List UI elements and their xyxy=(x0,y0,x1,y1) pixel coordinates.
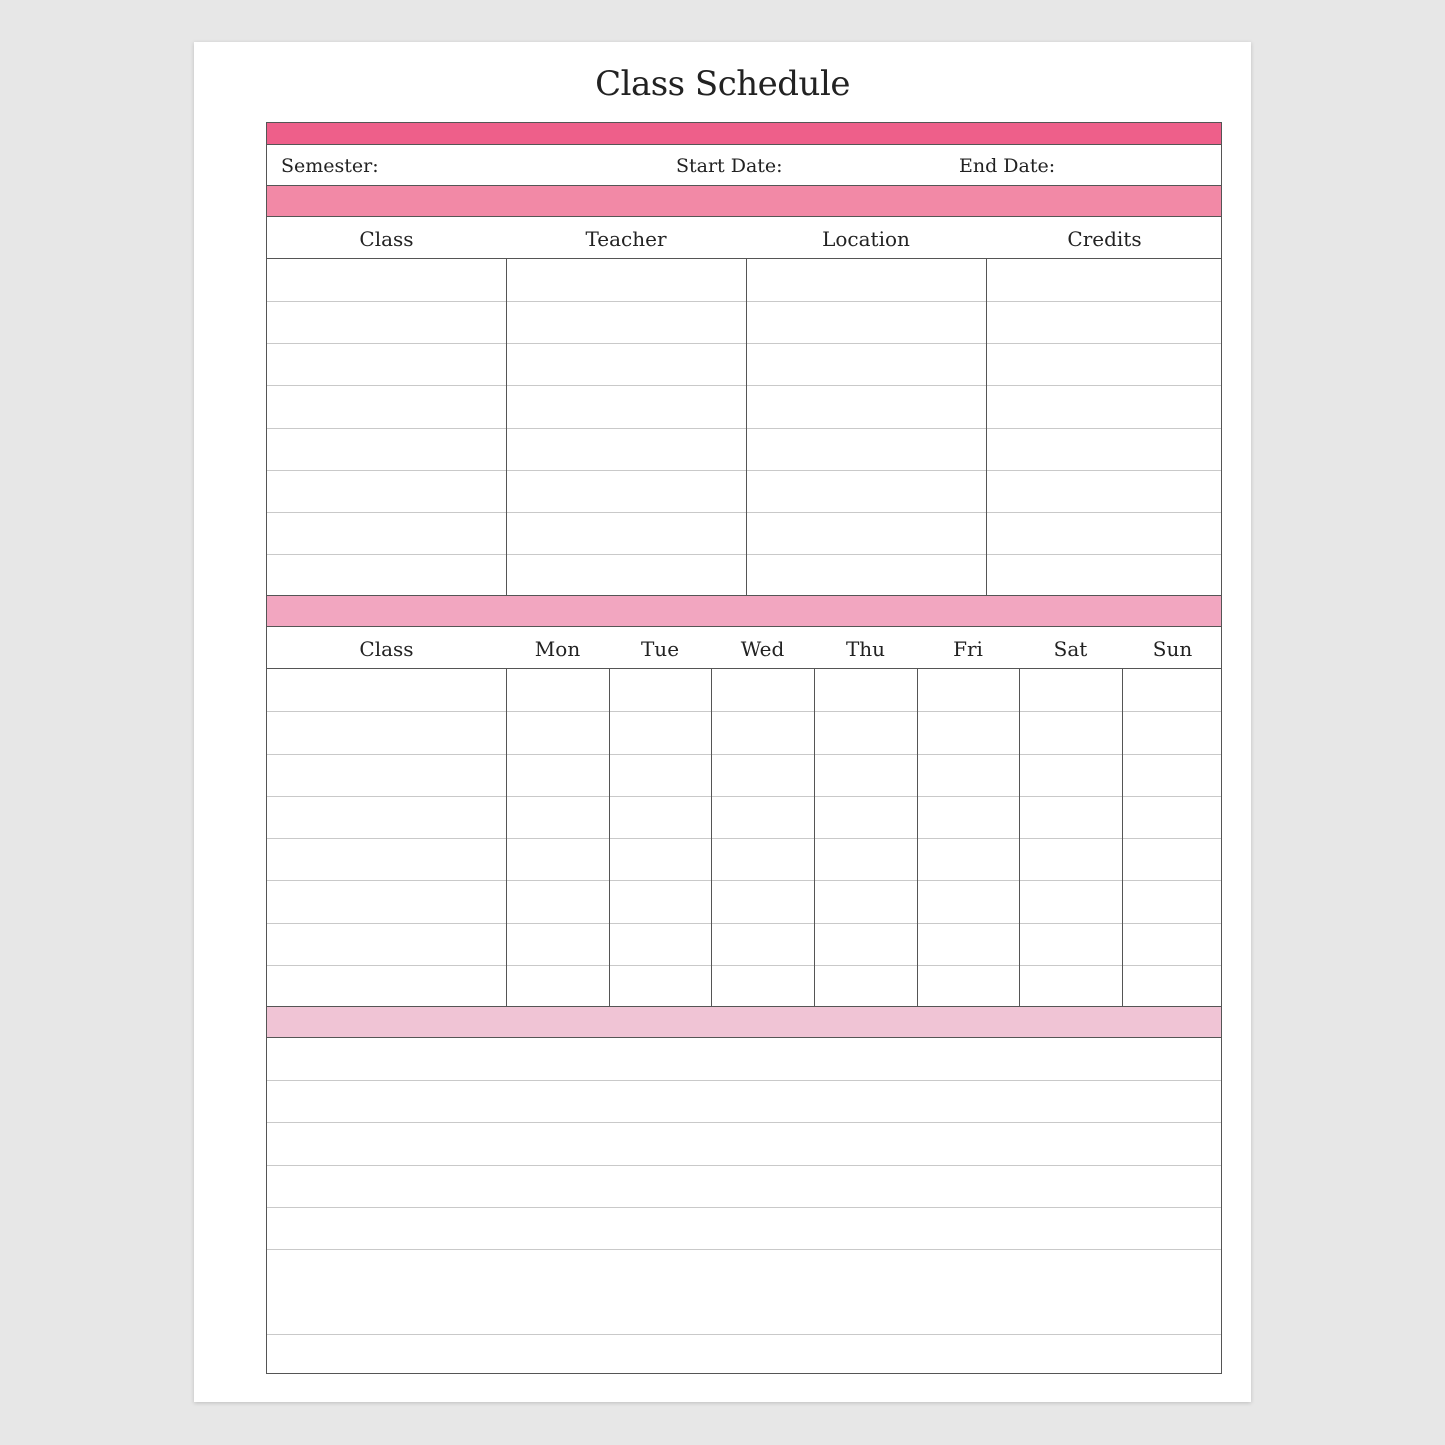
weekly-table-cell[interactable] xyxy=(1122,669,1223,711)
weekly-table-cell[interactable] xyxy=(917,796,1019,838)
weekly-table-cell[interactable] xyxy=(506,669,609,711)
divider xyxy=(267,144,1221,145)
semester-label: Semester: xyxy=(281,155,379,177)
class-table-cell[interactable] xyxy=(506,554,746,596)
class-table-cell[interactable] xyxy=(267,470,506,512)
class-table-cell[interactable] xyxy=(746,470,986,512)
class-table-cell[interactable] xyxy=(746,385,986,427)
class-table-cell[interactable] xyxy=(746,343,986,385)
weekly-table-cell[interactable] xyxy=(267,711,506,753)
semester-field[interactable] xyxy=(387,149,667,183)
class-table-cell[interactable] xyxy=(986,470,1223,512)
weekly-table-cell[interactable] xyxy=(711,754,814,796)
weekly-table-cell[interactable] xyxy=(267,669,506,711)
class-table-cell[interactable] xyxy=(986,385,1223,427)
weekly-table-cell[interactable] xyxy=(711,796,814,838)
weekly-table-cell[interactable] xyxy=(711,965,814,1007)
header-thu: Thu xyxy=(845,637,886,661)
header-class: Class xyxy=(359,227,414,251)
weekly-table-cell[interactable] xyxy=(917,838,1019,880)
weekly-table-cell[interactable] xyxy=(609,923,711,965)
weekly-table-cell[interactable] xyxy=(609,711,711,753)
weekly-table-cell[interactable] xyxy=(609,754,711,796)
class-table-cell[interactable] xyxy=(267,343,506,385)
weekly-table-cell[interactable] xyxy=(1019,711,1122,753)
class-table-cell[interactable] xyxy=(506,301,746,343)
weekly-table-cell[interactable] xyxy=(506,923,609,965)
header-sun: Sun xyxy=(1152,637,1193,661)
weekly-table-cell[interactable] xyxy=(609,965,711,1007)
class-table-cell[interactable] xyxy=(986,512,1223,554)
weekly-table-cell[interactable] xyxy=(609,796,711,838)
weekly-table-cell[interactable] xyxy=(814,965,917,1007)
class-table-cell[interactable] xyxy=(746,428,986,470)
class-table-cell[interactable] xyxy=(506,428,746,470)
weekly-table-cell[interactable] xyxy=(506,838,609,880)
class-table-cell[interactable] xyxy=(506,512,746,554)
weekly-table-cell[interactable] xyxy=(711,711,814,753)
start-date-field[interactable] xyxy=(787,149,957,183)
divider xyxy=(267,626,1221,627)
weekly-table-cell[interactable] xyxy=(1122,711,1223,753)
header-fri: Fri xyxy=(953,637,983,661)
header-weekly-class: Class xyxy=(359,637,414,661)
planner-sheet xyxy=(194,42,1251,1402)
weekly-table-cell[interactable] xyxy=(506,796,609,838)
weekly-table-cell[interactable] xyxy=(917,880,1019,922)
note-line-field[interactable] xyxy=(267,1165,1223,1207)
note-line-field[interactable] xyxy=(267,1334,1223,1374)
weekly-table-cell[interactable] xyxy=(609,669,711,711)
weekly-section-band xyxy=(267,596,1221,626)
class-table-cell[interactable] xyxy=(986,301,1223,343)
top-accent-band xyxy=(267,123,1221,145)
weekly-table-cell[interactable] xyxy=(267,923,506,965)
weekly-table-cell[interactable] xyxy=(267,838,506,880)
class-table-cell[interactable] xyxy=(267,428,506,470)
notes-section-band xyxy=(267,1007,1221,1037)
end-date-label: End Date: xyxy=(959,155,1056,177)
header-teacher: Teacher xyxy=(585,227,667,251)
weekly-table-cell[interactable] xyxy=(711,923,814,965)
weekly-table-cell[interactable] xyxy=(814,880,917,922)
weekly-table-cell[interactable] xyxy=(917,754,1019,796)
weekly-table-cell[interactable] xyxy=(917,965,1019,1007)
class-table-cell[interactable] xyxy=(267,259,506,301)
weekly-table-cell[interactable] xyxy=(267,796,506,838)
weekly-table-cell[interactable] xyxy=(814,838,917,880)
weekly-table-cell[interactable] xyxy=(711,880,814,922)
weekly-table-cell[interactable] xyxy=(1122,838,1223,880)
page-title: Class Schedule xyxy=(595,64,850,104)
weekly-table-cell[interactable] xyxy=(1019,796,1122,838)
class-table-cell[interactable] xyxy=(506,343,746,385)
weekly-table-cell[interactable] xyxy=(711,838,814,880)
class-table-cell[interactable] xyxy=(506,385,746,427)
header-credits: Credits xyxy=(1067,227,1142,251)
weekly-table-cell[interactable] xyxy=(814,754,917,796)
weekly-table-cell[interactable] xyxy=(1019,754,1122,796)
weekly-table-cell[interactable] xyxy=(1122,796,1223,838)
weekly-table-cell[interactable] xyxy=(814,923,917,965)
header-location: Location xyxy=(822,227,910,251)
class-table-cell[interactable] xyxy=(267,301,506,343)
schedule-frame xyxy=(266,122,1222,1374)
class-table-cell[interactable] xyxy=(746,554,986,596)
class-table-cell[interactable] xyxy=(267,554,506,596)
weekly-table-cell[interactable] xyxy=(917,711,1019,753)
weekly-table-cell[interactable] xyxy=(814,711,917,753)
class-table-cell[interactable] xyxy=(267,512,506,554)
class-table-cell[interactable] xyxy=(746,301,986,343)
header-sat: Sat xyxy=(1053,637,1088,661)
start-date-label: Start Date: xyxy=(676,155,783,177)
weekly-table-cell[interactable] xyxy=(506,711,609,753)
header-mon: Mon xyxy=(534,637,581,661)
class-table-cell[interactable] xyxy=(267,385,506,427)
class-table-cell[interactable] xyxy=(746,259,986,301)
weekly-table-cell[interactable] xyxy=(917,669,1019,711)
weekly-table-cell[interactable] xyxy=(1122,754,1223,796)
note-line-field[interactable] xyxy=(267,1038,1223,1080)
weekly-table-cell[interactable] xyxy=(267,754,506,796)
weekly-table-cell[interactable] xyxy=(506,754,609,796)
note-line-field[interactable] xyxy=(267,1249,1223,1334)
class-table-cell[interactable] xyxy=(746,512,986,554)
class-table-cell[interactable] xyxy=(986,259,1223,301)
header-tue: Tue xyxy=(640,637,680,661)
weekly-table-cell[interactable] xyxy=(814,796,917,838)
weekly-table-cell[interactable] xyxy=(267,880,506,922)
weekly-table-cell[interactable] xyxy=(609,838,711,880)
classes-section-band xyxy=(267,186,1221,216)
weekly-table-cell[interactable] xyxy=(917,923,1019,965)
weekly-table-cell[interactable] xyxy=(711,669,814,711)
weekly-table-cell[interactable] xyxy=(267,965,506,1007)
weekly-table-cell[interactable] xyxy=(1019,838,1122,880)
note-line-field[interactable] xyxy=(267,1207,1223,1249)
class-table-cell[interactable] xyxy=(986,428,1223,470)
weekly-table-cell[interactable] xyxy=(1019,923,1122,965)
class-table-cell[interactable] xyxy=(986,343,1223,385)
weekly-table-cell[interactable] xyxy=(1122,965,1223,1007)
end-date-field[interactable] xyxy=(1062,149,1217,183)
weekly-table-cell[interactable] xyxy=(814,669,917,711)
divider xyxy=(267,216,1221,217)
weekly-table-cell[interactable] xyxy=(1122,923,1223,965)
weekly-table-cell[interactable] xyxy=(1122,880,1223,922)
weekly-table-cell[interactable] xyxy=(506,880,609,922)
weekly-table-cell[interactable] xyxy=(1019,965,1122,1007)
note-line-field[interactable] xyxy=(267,1080,1223,1122)
class-table-cell[interactable] xyxy=(506,259,746,301)
note-line-field[interactable] xyxy=(267,1122,1223,1165)
header-wed: Wed xyxy=(740,637,785,661)
class-table-cell[interactable] xyxy=(986,554,1223,596)
class-table-cell[interactable] xyxy=(506,470,746,512)
weekly-table-cell[interactable] xyxy=(1019,880,1122,922)
weekly-table-cell[interactable] xyxy=(506,965,609,1007)
weekly-table-cell[interactable] xyxy=(609,880,711,922)
weekly-table-cell[interactable] xyxy=(1019,669,1122,711)
